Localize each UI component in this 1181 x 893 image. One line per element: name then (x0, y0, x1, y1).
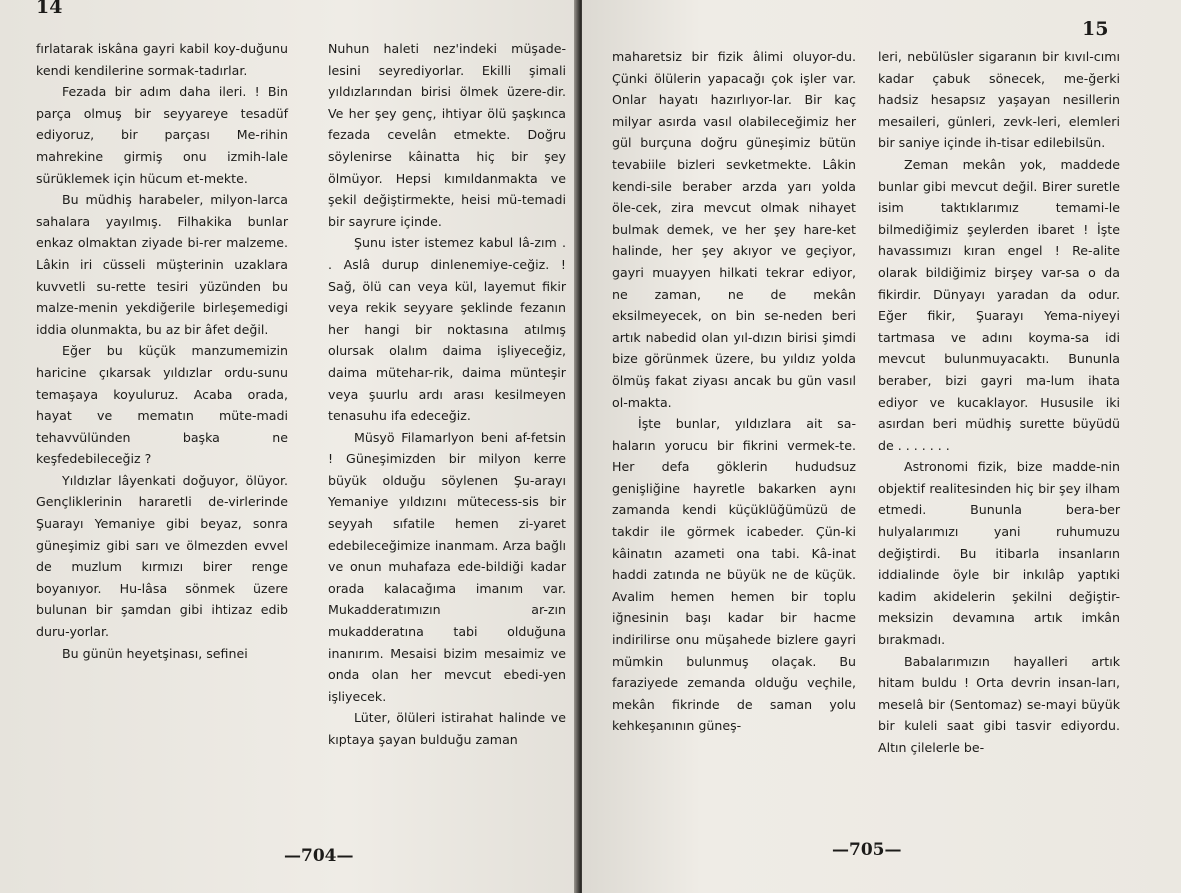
page-number-left: 14 (36, 0, 63, 18)
paragraph: fırlatarak iskâna gayri kabil koy-duğunu kendi kendilerine sormak-tadırlar. (36, 41, 288, 78)
left-page (0, 0, 578, 893)
footer-number-left: —704— (284, 846, 354, 866)
paragraph: Yıldızlar lâyenkati doğuyor, ölüyor. Gençliklerinin hararetli de-virlerinde Şuarayı Yemaniye gibi beyaz, sonra güneşimiz gibi sarı ve ölmezden evvel de muzlum kırmızı birer renge boyanıyor. Hu-lâsa sönmek üzere bulunan bir şamdan gibi ihtizaz edib duru-yorlar. (36, 472, 288, 640)
paragraph: Babalarımızın hayalleri artık hitam buldu ! Orta devrin insan-ları, meselâ bir (Sentomaz) se-mayi büyük bir kuleli saat gibi tasvir ediyordu. Altın çilelerle be- (878, 653, 1120, 755)
right-column-2 (878, 46, 1120, 759)
paragraph: Fezada bir adım daha ileri. ! Bin parça olmuş bir seyyareye tesadüf ediyoruz, bir parçası Me-rihin mahrekine girmiş onu izmih-lale sürüklemek için hücum et-mekte. (36, 84, 288, 186)
page-number-right: 15 (1082, 18, 1109, 40)
right-column-1 (612, 46, 856, 737)
paragraph: Eğer bu küçük manzumemizin haricine çıkarsak yıldızlar ordu-sunu temaşaya koyuluruz. Acaba orada, hayat ve mematın müte-madi tehavvülünden başka ne keşfedebileceğiz ? (36, 343, 288, 467)
paragraph: maharetsiz bir fizik âlimi oluyor-du. Çünki ölülerin yapacağı çok işler var. Onlar hayatı hazırlıyor-lar. Bir kaç milyar asırda vasıl olabileceğimiz her gül burçuna doğru güneşimiz bütün tevabiile bizleri sevketmekte. Lâkin kendi-sile beraber arzda yarı yolda öle-cek, zira mevcut olmak nihayet bulmak demek, ve her şey hare-ket halinde, her şey akıyor ve geçiyor, gayri muayyen hilkati tekrar ediyor, ne zaman, ne de mekân eksilmeyecek, on bin se-neden beri artık nabedid olan yıl-dızın birisi şimdi bize görünmek üzere, bu yıldız yolda ölmüş fakat ziyası ancak bu gün vasıl ol-makta. (612, 49, 856, 410)
left-column-1 (36, 38, 288, 664)
right-page (582, 0, 1181, 893)
paragraph: Şunu ister istemez kabul lâ-zım . . Aslâ durup dinlenemiye-ceğiz. ! Sağ, ölü can veya kül, layemut fikir veya rekik seyyare şeklinde fezanın her hangi bir noktasına atılmış olursak olalım daima işliyeceğiz, daima mütehar-rik, daima münteşir veya şuurlu ardı arası kesilmeyen tenasuhu ifa edeceğiz. (328, 235, 566, 424)
paragraph: Zeman mekân yok, maddede bunlar gibi mevcut değil. Birer suretle isim taktıklarımız temami-le bilmediğimiz şeylerden ibaret ! İşte havassımızı kıran engel ! Re-alite olarak bildiğimiz birşey var-sa o da fikirdir. Dünyayı yaradan da odur. Eğer fikir, Şuarayı Yema-niyeyi tartmasa ve adını koyma-sa idi mevcut bulunmuyacaktı. Bununla beraber, bizi gayri ma-lum ihata ediyor ve kucaklayor. Hususile iki asırdan beri müdhiş surette büyüdü de . . . . . . . (878, 156, 1120, 453)
footer-number-right: —705— (832, 840, 902, 860)
paragraph: Nuhun haleti nez'indeki müşade-lesini seyrediyorlar. Ekilli şimali yıldızlarından birisi ölmek üzere-dir. Ve her şey genç, ihtiyar ölü şaşkınca fezada cevelân etmekte. Doğru söylenirse kâinatta hiç bir şey ölmüyor. Hepsi kımıldanmakta ve şekil değiştirmekte, heisi mü-temadi bir sayrure içinde. (328, 41, 566, 229)
paragraph: İşte bunlar, yıldızlara ait sa-haların yorucu bir fikrini vermek-te. Her defa göklerin hududsuz genişliğine hayretle bakarken aynı zamanda kendi küçüklüğümüzü de takdir ile görmek icabeder. Çün-ki kâinatın azameti ona tabi. Kâ-inat haddi zatında ne büyük ne de küçük. Avalim hemen hemen bir toplu iğnesinin başı kadar bir hacme indirilirse onu müşahede bizlere gayri mümkin bulunmuş olaçak. Bu faraziyede zemanda olduğu veçhile, mekân fikrinde de saman yolu kehkeşanının güneş- (612, 416, 856, 734)
paragraph: Astronomi fizik, bize madde-nin objektif realitesinden hiç bir şey ilham etmedi. Bununla bera-ber hulyalarımızı yani ruhumuzu değiştirdi. Bu itibarla insanların iddialinde öyle bir inkılâp yaptıki kadim akidelerin şekilni değiştir-meksizin devamına artık imkân bırakmadı. (878, 459, 1120, 648)
paragraph: Bu günün heyetşinası, sefinei (62, 645, 248, 661)
paragraph: leri, nebülüsler sigaranın bir kıvıl-cımı kadar çabuk sönecek, me-ğerki hadsiz hesapsız yaşayan nesillerin mesaileri, günleri, zevk-leri, elemleri bir saniye içinde ih-tisar edilebilsün. (878, 49, 1120, 151)
paragraph: Lüter, ölüleri istirahat halinde ve kıptaya şayan bulduğu zaman (328, 710, 566, 747)
paragraph: Müsyö Filamarlyon beni af-fetsin ! Güneşimizden bir milyon kerre büyük olduğu söylenen Şu-arayı Yemaniye yıldızını mütecess-sis bir seyyah sıfatile hemen zi-yaret edebileceğimize inanmam. Arza bağlı ve onun muhafaza ede-bildiği kadar orada kalacağıma imanım var. Mukadderatımızın ar-zın mukadderatına tabi olduğuna inanırım. Mesaisi bizim mesaimiz ve onda olan her mevcut ebedi-yen işliyecek. (328, 429, 566, 704)
left-column-2 (328, 38, 566, 751)
paragraph: Bu müdhiş harabeler, milyon-larca sahalara yayılmış. Filhakika bunlar enkaz olmaktan ziyade bi-rer malzeme. Lâkin iri cüsseli müşterinin uzaklara kuvvetli su-rette tesiri yüzünden bu malze-menin yekdiğerile birleşemedigi iddia olunmakta, bu az bir âfet değil. (36, 192, 288, 337)
